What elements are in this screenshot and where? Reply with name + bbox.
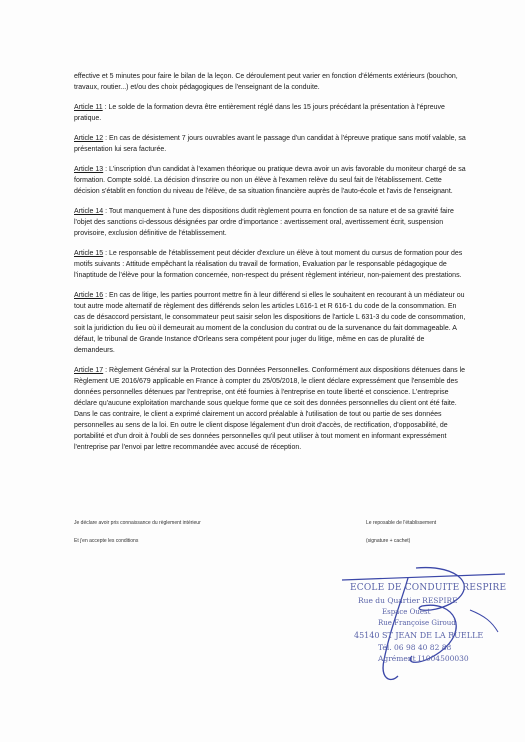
signature-stamp-label: (signature + cachet): [366, 538, 411, 544]
article-16: [74, 290, 466, 356]
article-label: Article 11: [74, 104, 103, 111]
article-text: : En cas de litige, les parties pourront mettre fin à leur différend si elles le souhaitent en recourant à un médiateur ou tout autre mode alternatif de règlement des différends selon les articles L616-1 et R 616-1 du code de la consommation. En cas de désaccord persistant, le consommateur peut saisir selon les dispositions de l'article L 631-3 du code de consommation, soit la juridiction du lieu où il demeurait au moment de la conclusion du contrat ou de la survenance du fait dommageable. A défaut, le tribunal de Grande Instance d'Orleans sera compétent pour juger du litige, même en cas de pluralité de demandeurs.: [74, 292, 466, 354]
article-label: Article 13: [74, 166, 104, 173]
article-text: : Règlement Général sur la Protection des Données Personnelles. Conformément aux dispositions détenues dans le Règlement UE 2016/679 applicable en France à compter du 25/05/2018, le client déclare expressément que l'ensemble des données personnelles détenues par l'entreprise, ont été fournies à l'entreprise en toute liberté et conscience. L'entreprise déclare qu'aucune exploitation marchande sous quelque forme que ce soit des données personnelles du client ont été faite. Dans le cas contraire, le client a exprimé clairement un accord préalable à l'utilisation de tout ou partie de ses données personnelles au sens de la loi. En outre le client dispose légalement d'un droit d'accès, de rectification, d'opposabilité, de portabilité et d'un droit à l'oubli de ses données personnelles qu'il peut utiliser à tout moment en informant expressément l'entreprise par l'envoi par lettre recommandée avec accusé de réception.: [74, 367, 466, 451]
article-text: : Tout manquement à l'une des dispositions dudit règlement pourra en fonction de sa nature et de sa gravité faire l'objet des sanctions ci-dessous désignées par ordre d'importance : avertissement oral, avertissement écrit, suspension provisoire, exclusion définitive de l'établissement.: [74, 208, 454, 237]
article-15: [74, 248, 466, 281]
article-text: : En cas de désistement 7 jours ouvrables avant le passage d'un candidat à l'épreuve pratique sans motif valable, sa présentation lui sera facturée.: [74, 135, 466, 153]
acknowledgement-line: Je déclare avoir pris connaissance du règlement intérieur: [74, 520, 201, 526]
company-stamp: [320, 560, 515, 720]
stamp-line: Rue Françoise Giroud: [378, 619, 456, 627]
acceptance-line: Et j'en accepte les conditions: [74, 538, 139, 544]
stamp-line: ECOLE DE CONDUITE RESPIRE: [350, 583, 507, 593]
stamp-line: Espace Ouest: [382, 608, 431, 616]
rules-text: [74, 71, 466, 462]
article-label: Article 17: [74, 367, 104, 374]
article-text: : Le solde de la formation devra être entièrement réglé dans les 15 jours précédant la présentation à l'épreuve pratique.: [74, 104, 445, 122]
article-text: : L'inscription d'un candidat à l'examen théorique ou pratique devra avoir un avis favorable du moniteur chargé de sa formation. Compte soldé. La décision d'inscrire ou non un élève à l'examen relève du seul fait de l'établissement. Cette décision s'établit en fonction du niveau de l'élève, de sa situation financière auprès de l'auto-école et l'avis de l'enseignant.: [74, 166, 466, 195]
article-17: [74, 365, 466, 453]
stamp-line: 45140 ST JEAN DE LA RUELLE: [354, 631, 484, 640]
stamp-line: Rue du Quartier RESPIRE: [358, 596, 458, 605]
article-13: [74, 164, 466, 197]
article-14: [74, 206, 466, 239]
intro-paragraph: effective et 5 minutes pour faire le bilan de la leçon. Ce déroulement peut varier en fonction d'éléments extérieurs (bouchon, travaux, routier...) et/ou des choix pédagogiques de l'enseignant de la conduite.: [74, 73, 458, 91]
article-label: Article 15: [74, 250, 104, 257]
article-label: Article 14: [74, 208, 104, 215]
article-text: : Le responsable de l'établissement peut décider d'exclure un élève à tout moment du cursus de formation pour des motifs suivants : Attitude empêchant la réalisation du travail de formation, Evaluation par le responsable pédagogique de l'inaptitude de l'élève pour la formation concernée, non-respect du présent règlement intérieur, non-paiement des prestations.: [74, 250, 463, 279]
article-12: [74, 133, 466, 155]
article-label: Article 16: [74, 292, 104, 299]
responsible-label: Le reposable de l'établissement: [366, 520, 437, 526]
article-11: [74, 102, 466, 124]
stamp-line: Tél. 06 98 40 82 88: [378, 643, 452, 652]
stamp-line: Agrément I1004500030: [378, 654, 469, 663]
article-label: Article 12: [74, 135, 104, 142]
